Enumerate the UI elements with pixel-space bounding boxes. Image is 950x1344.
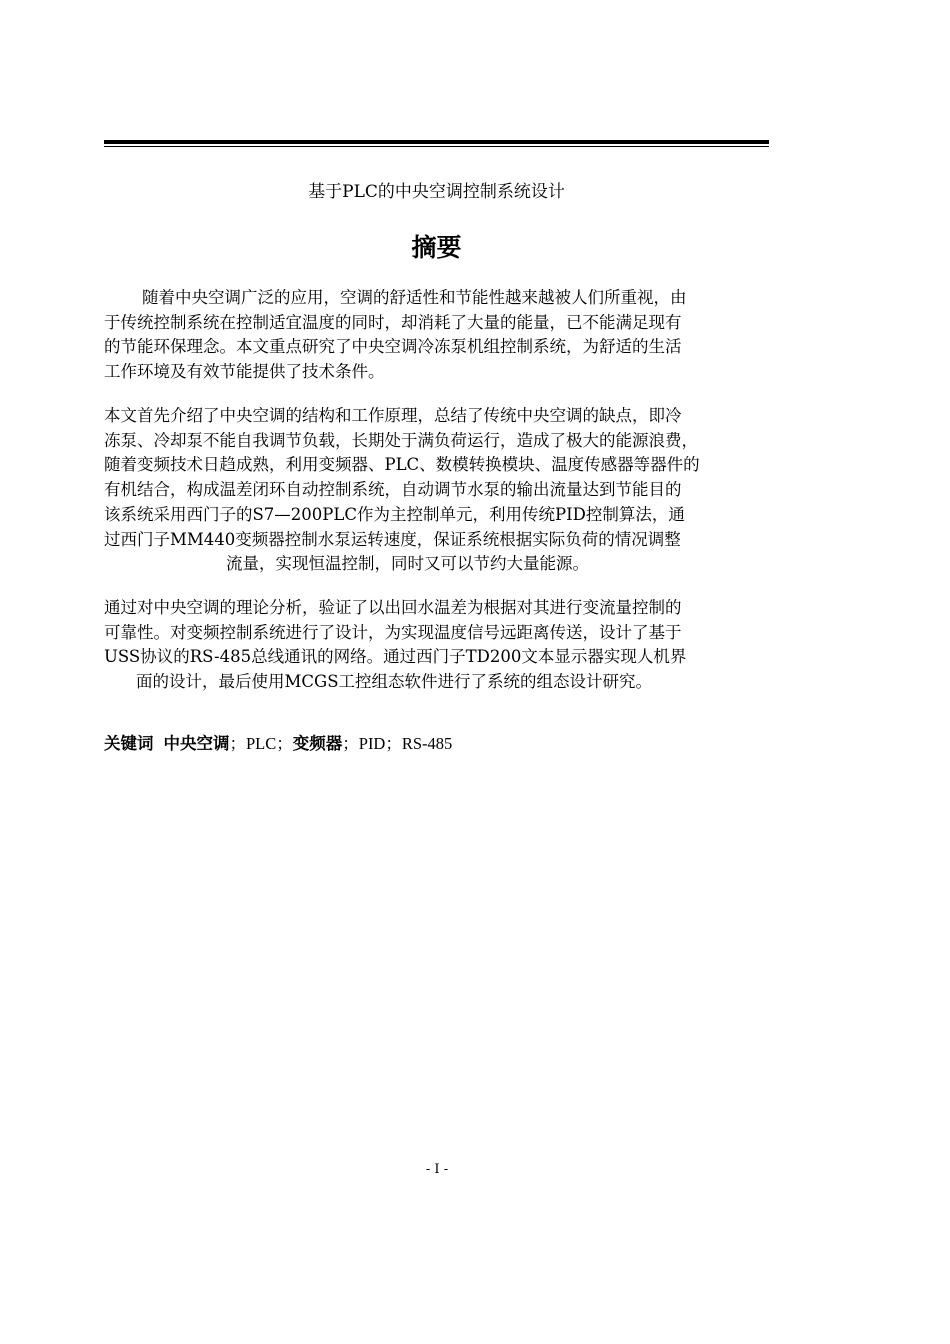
keyword: 变频器 [292,734,343,753]
keyword: PID [358,734,386,753]
keyword-separator: ； [229,734,246,753]
abstract-paragraph-1 [104,286,769,385]
keywords-line [104,732,452,756]
paragraph-line: 工作环境及有效节能提供了技术条件。 [104,362,385,382]
paragraph-line: 过西门子MM440变频器控制水泵运转速度，保证系统根据实际负荷的情况调整 [104,529,681,549]
paragraph-line: 冻泵、冷却泵不能自我调节负载，长期处于满负荷运行，造成了极大的能源浪费， [104,430,698,450]
paragraph-line: 流量，实现恒温控制，同时又可以节约大量能源。 [226,554,589,574]
paragraph-line: 有机结合，构成温差闭环自动控制系统，自动调节水泵的输出流量达到节能目的 [104,480,682,500]
paragraph-line: 该系统采用西门子的S7—200PLC作为主控制单元，利用传统PID控制算法，通 [104,504,685,524]
paragraph-line: 随着中央空调广泛的应用，空调的舒适性和节能性越来越被人们所重视，由 [142,288,687,307]
paragraph-line: USS协议的RS-485总线通讯的网络。通过西门子TD200文本显示器实现人机界 [104,647,687,667]
header-rule-thin [104,146,769,147]
paragraph-line: 可靠性。对变频控制系统进行了设计，为实现温度信号远距离传送，设计了基于 [104,622,682,642]
abstract-paragraph-3 [104,596,769,695]
paragraph-line: 于传统控制系统在控制适宜温度的同时，却消耗了大量的能量，已不能满足现有 [104,312,682,332]
paragraph-line: 面的设计，最后使用MCGS工控组态软件进行了系统的组态设计研究。 [136,672,653,692]
thesis-title: 基于PLC的中央空调控制系统设计 [308,182,565,202]
keyword-separator: ； [342,734,359,753]
keyword: RS-485 [401,734,453,753]
keywords-label: 关键词 [104,734,154,753]
header-rule-thick [104,140,769,144]
keyword-separator: ； [385,734,402,753]
keyword: 中央空调 [163,734,230,753]
abstract-heading: 摘要 [411,233,462,262]
paragraph-line: 的节能环保理念。本文重点研究了中央空调冷冻泵机组控制系统，为舒适的生活 [104,337,682,357]
abstract-paragraph-2 [104,404,769,577]
page-number: - I - [425,1162,449,1177]
keyword: PLC [246,734,277,753]
paragraph-line: 通过对中央空调的理论分析，验证了以出回水温差为根据对其进行变流量控制的 [104,598,682,617]
keyword-separator: ； [276,734,293,753]
paragraph-line: 随着变频技术日趋成熟，利用变频器、PLC、数模转换模块、温度传感器等器件的 [104,455,700,475]
paragraph-line: 本文首先介绍了中央空调的结构和工作原理，总结了传统中央空调的缺点，即冷 [104,406,682,425]
